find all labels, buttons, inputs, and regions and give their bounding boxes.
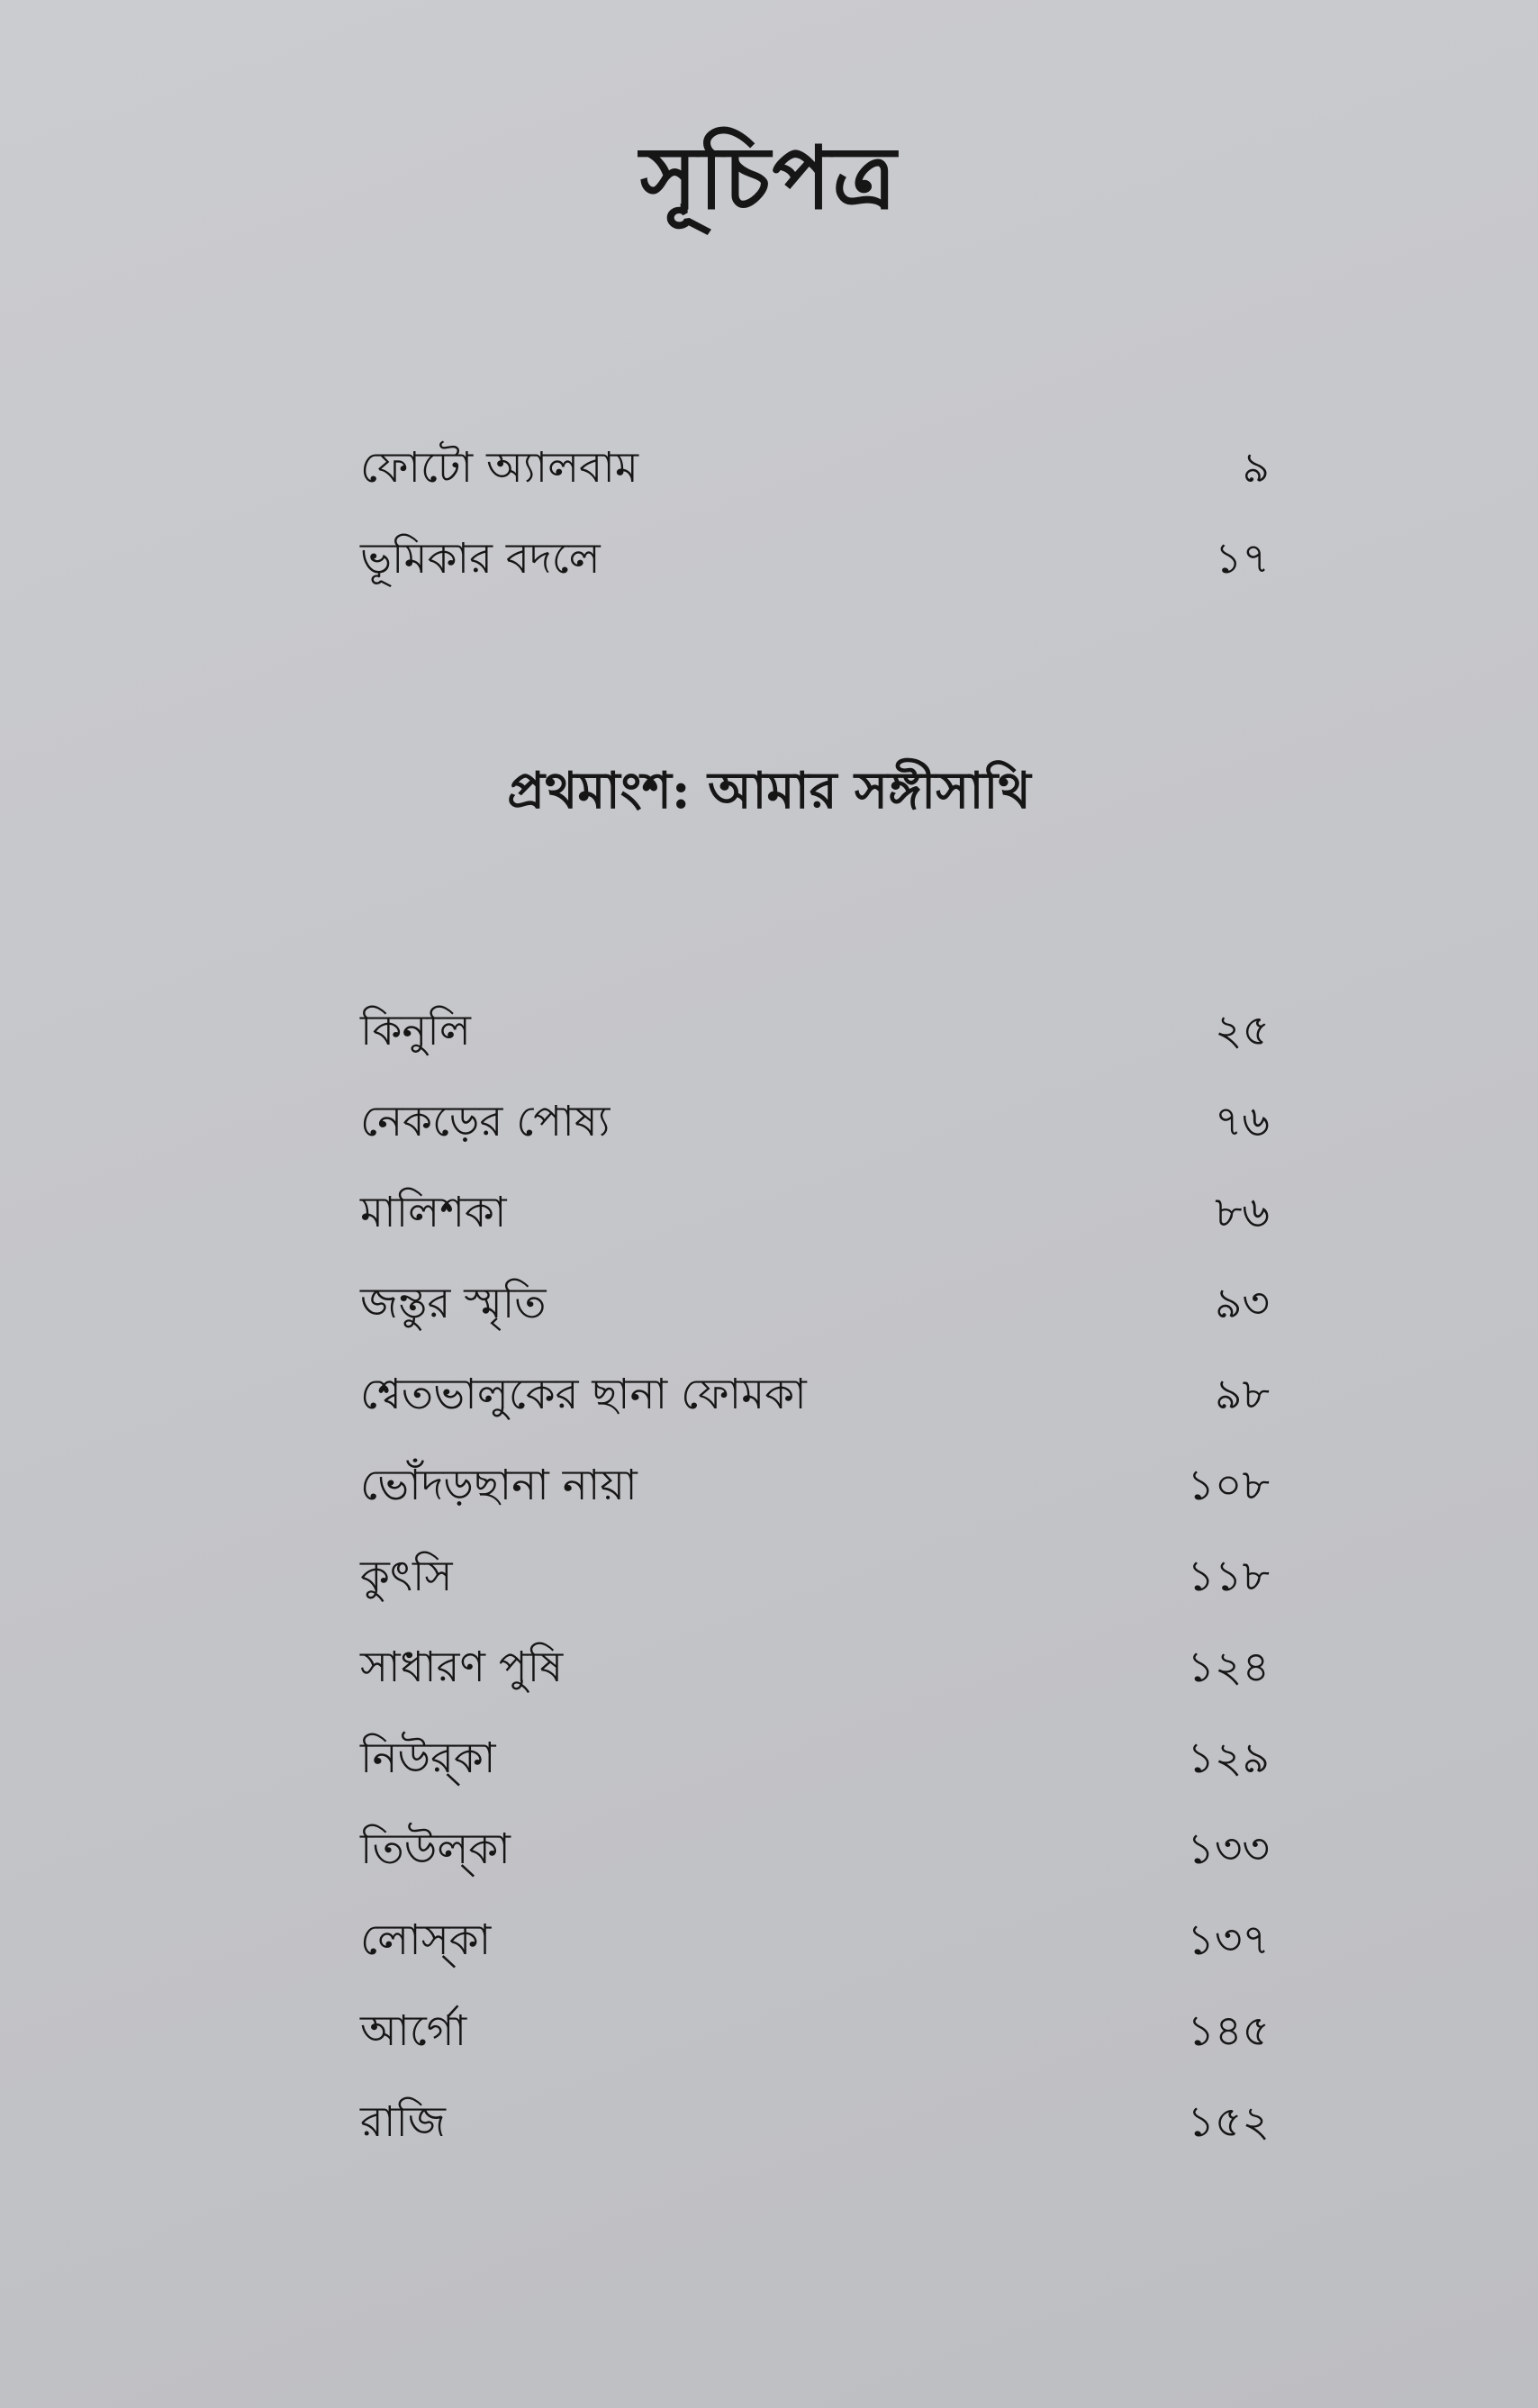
front-matter-list xyxy=(360,441,1270,623)
toc-entry-page: ৭৬ xyxy=(1214,1097,1270,1146)
toc-entry xyxy=(360,1004,1270,1095)
toc-entry-page: ৯ xyxy=(1242,443,1270,493)
toc-entry xyxy=(360,1550,1270,1641)
toc-entry xyxy=(360,1186,1270,1277)
toc-entry-title: রাজি xyxy=(360,2097,446,2147)
section-entry-list xyxy=(360,1004,1270,2186)
toc-entry-title: ভূমিকার বদলে xyxy=(360,534,601,584)
toc-entry-title: নিউর্‌কা xyxy=(360,1734,496,1783)
toc-entry-page: ১৫২ xyxy=(1187,2097,1270,2147)
toc-entry-page: ১৩৭ xyxy=(1187,1915,1270,1965)
toc-entry-title: মালিশকা xyxy=(360,1188,507,1237)
toc-entry xyxy=(360,2096,1270,2186)
toc-entry xyxy=(360,1095,1270,1186)
toc-entry xyxy=(360,2005,1270,2096)
toc-entry-title: শ্বেতভালুকের ছানা ফোমকা xyxy=(360,1370,807,1419)
toc-entry-title: জন্তুর স্মৃতি xyxy=(360,1279,547,1328)
toc-entry xyxy=(360,532,1270,623)
toc-entry-page: ১৩৩ xyxy=(1187,1824,1270,1874)
toc-entry-page: ১৭ xyxy=(1214,534,1270,584)
toc-entry-page: ৮৬ xyxy=(1214,1188,1270,1237)
toc-entry xyxy=(360,1914,1270,2005)
toc-entry-title: সাধারণ পুষি xyxy=(360,1643,564,1692)
toc-entry-page: ৯৩ xyxy=(1214,1279,1270,1328)
toc-entry-page: ১৪৫ xyxy=(1187,2006,1270,2056)
toc-entry-page: ১১৮ xyxy=(1187,1552,1270,1601)
toc-entry-page: ২৫ xyxy=(1214,1006,1270,1055)
page-title: সূচিপত্র xyxy=(639,127,899,229)
section-heading: প্রথমাংশ: আমার সঙ্গীসাথি xyxy=(507,761,1031,820)
toc-entry-page: ১০৮ xyxy=(1187,1461,1270,1510)
toc-entry-title: ফোটো অ্যালবাম xyxy=(360,443,638,493)
toc-entry-page: ১২৯ xyxy=(1187,1734,1270,1783)
toc-entry xyxy=(360,1732,1270,1823)
toc-entry xyxy=(360,1641,1270,1732)
toc-entry-title: লোস্‌কা xyxy=(360,1915,492,1965)
toc-entry xyxy=(360,1277,1270,1368)
toc-entry xyxy=(360,441,1270,532)
toc-entry-title: আর্গো xyxy=(360,2006,467,2056)
toc-entry-title: নেকড়ের পোষ্য xyxy=(360,1097,611,1146)
toc-entry-page: ১২৪ xyxy=(1187,1643,1270,1692)
toc-entry-title: তিউল্‌কা xyxy=(360,1824,511,1874)
toc-entry-page: ৯৮ xyxy=(1215,1370,1270,1419)
toc-entry xyxy=(360,1823,1270,1914)
toc-entry xyxy=(360,1459,1270,1550)
toc-entry xyxy=(360,1368,1270,1459)
toc-entry-title: ভোঁদড়ছানা নায়া xyxy=(360,1461,638,1510)
toc-entry-title: কিনুলি xyxy=(360,1006,471,1055)
toc-entry-title: কুৎসি xyxy=(360,1552,453,1601)
